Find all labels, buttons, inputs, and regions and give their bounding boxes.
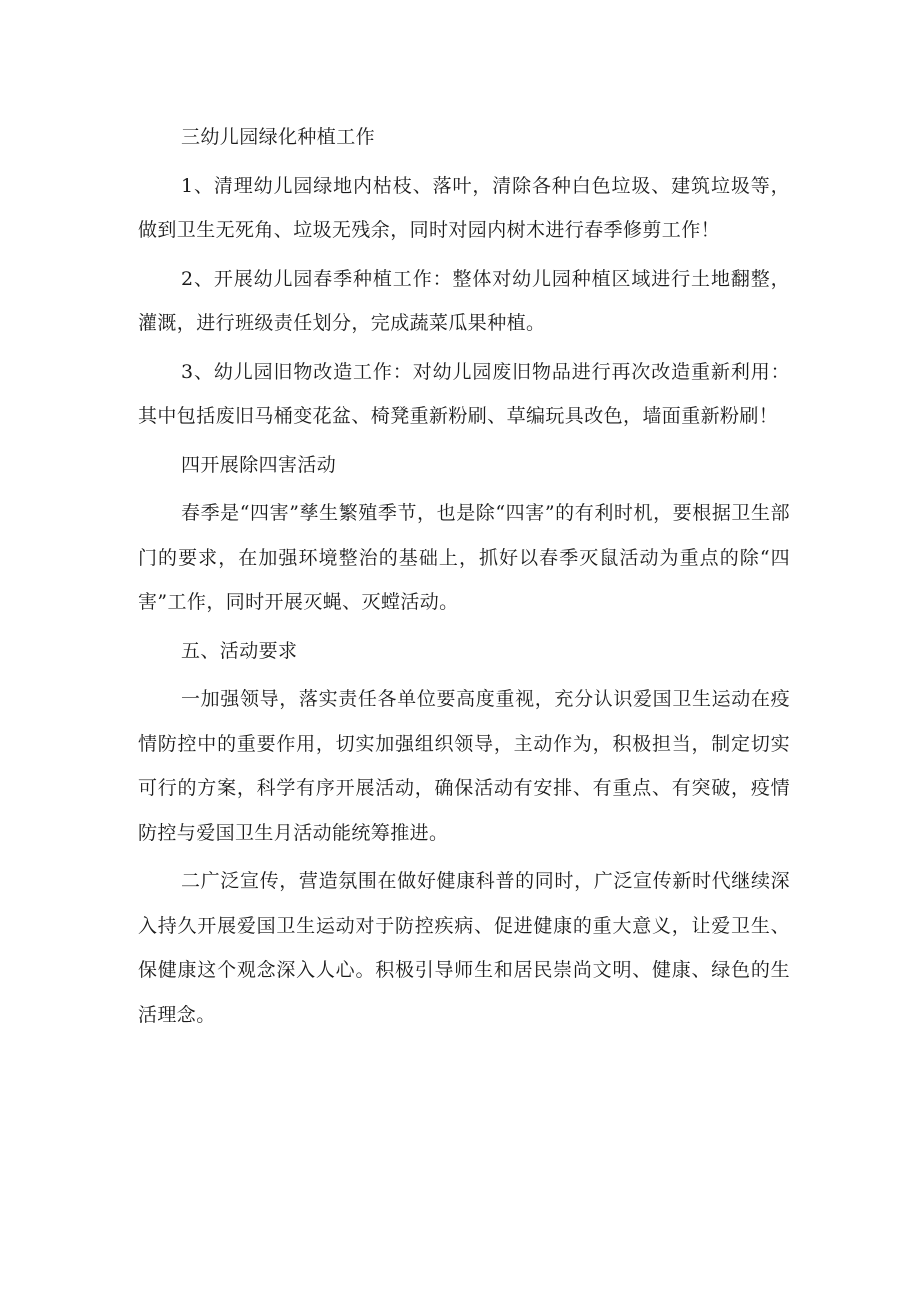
document-body — [138, 115, 790, 1041]
paragraph-recycling: 3、幼儿园旧物改造工作：对幼儿园废旧物品进行再次改造重新利用：其中包括废旧马桶变花盆、椅凳重新粉刷、草编玩具改色，墙面重新粉刷！ — [138, 360, 790, 427]
paragraph-publicity: 二广泛宣传，营造氛围在做好健康科普的同时，广泛宣传新时代继续深入持久开展爱国卫生运动对于防控疾病、促进健康的重大意义，让爱卫生、保健康这个观念深入人心。积极引导师生和居民崇尚文明、健康、绿色的生活理念。 — [138, 870, 790, 1026]
paragraph-four-pests: 春季是“四害”孳生繁殖季节，也是除“四害”的有利时机，要根据卫生部门的要求，在加强环境整治的基础上，抓好以春季灭鼠活动为重点的除“四害”工作，同时开展灭蝇、灭螳活动。 — [138, 502, 790, 613]
section-heading-greening: 三幼儿园绿化种植工作 — [181, 126, 376, 148]
paragraph-leadership: 一加强领导，落实责任各单位要高度重视，充分认识爱国卫生运动在疫情防控中的重要作用，切实加强组织领导，主动作为，积极担当，制定切实可行的方案，科学有序开展活动，确保活动有安排、有重点、有突破，疫情防控与爱国卫生月活动能统筹推进。 — [138, 688, 790, 844]
section-heading-requirements: 五、活动要求 — [181, 639, 298, 662]
paragraph-planting: 2、开展幼儿园春季种植工作：整体对幼儿园种植区域进行土地翻整，灌溉，进行班级责任划分，完成蔬菜瓜果种植。 — [138, 267, 790, 334]
paragraph-cleanup: 1、清理幼儿园绿地内枯枝、落叶，清除各种白色垃圾、建筑垃圾等，做到卫生无死角、垃圾无残余，同时对园内树木进行春季修剪工作！ — [138, 174, 790, 241]
section-heading-four-pests: 四开展除四害活动 — [181, 453, 337, 476]
